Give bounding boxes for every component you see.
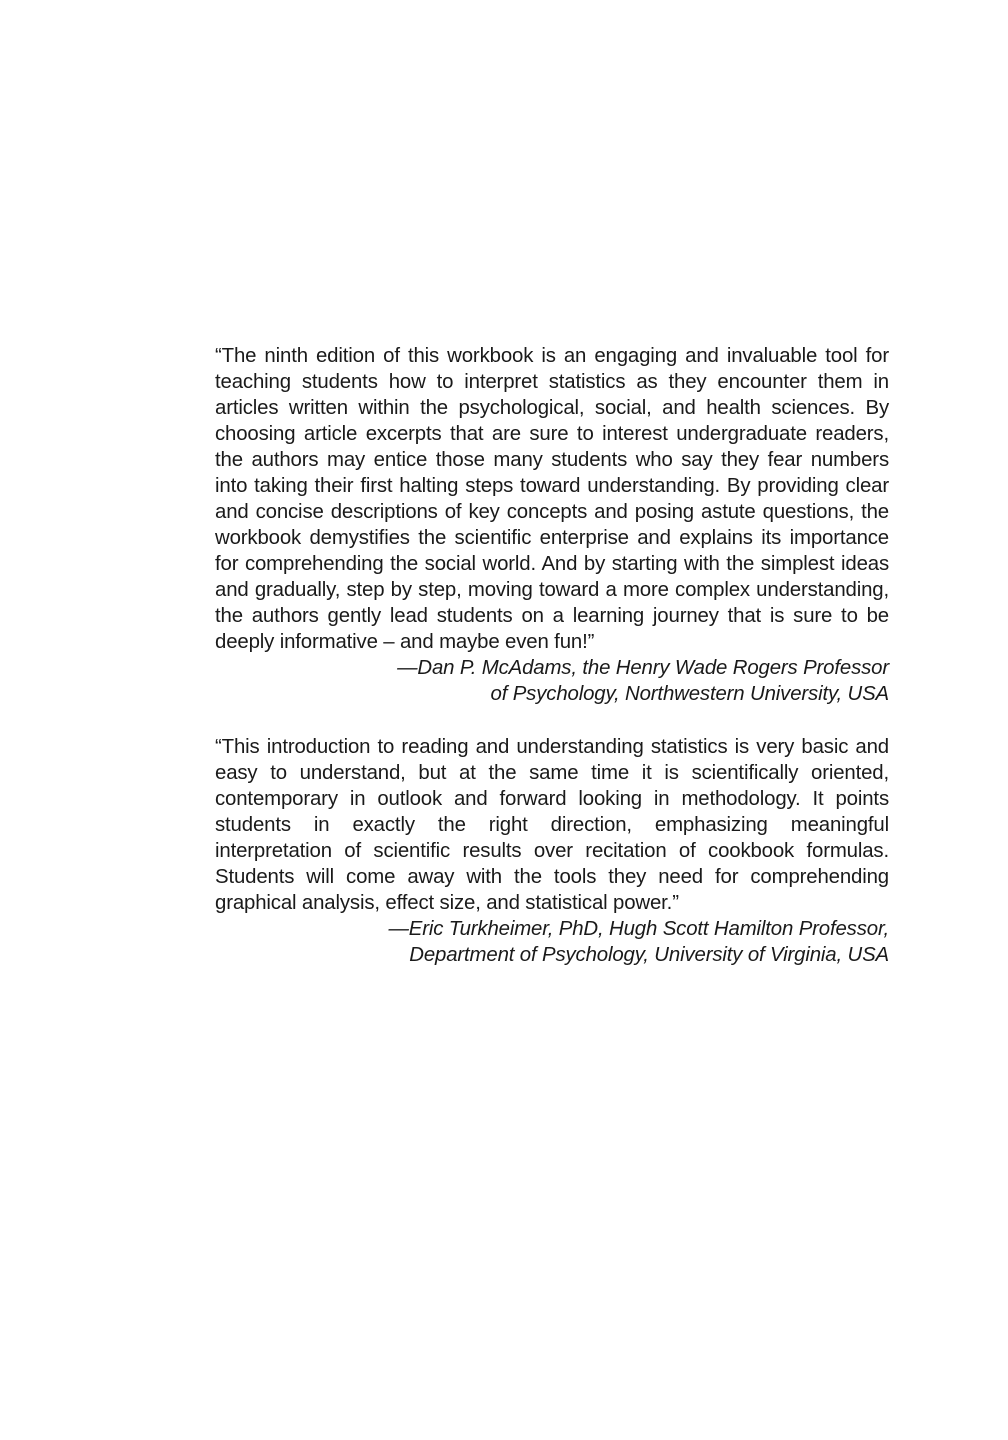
praise-quote: “This introduction to reading and understanding statistics is very basic and easy to understand, but at the same time it is scientifically oriented, contemporary in outlook and forward looking in methodology. It points students in exactly the right direction, emphasizing meaningful interpretation of scientific results over recitation of cookbook formulas. Students will come away with the tools they need for comprehending graphical analysis, effect size, and statistical power.” <box>215 736 889 914</box>
praise-block-mcadams <box>215 343 889 707</box>
praise-attribution <box>215 916 889 968</box>
praise-block-turkheimer <box>215 734 889 968</box>
attribution-line: Department of Psychology, University of Virginia, USA <box>409 944 889 966</box>
attribution-line: of Psychology, Northwestern University, USA <box>490 683 889 705</box>
praise-attribution <box>215 655 889 707</box>
praise-quote: “The ninth edition of this workbook is an engaging and invaluable tool for teaching students how to interpret statistics as they encounter them in articles written within the psychological, social, and health sciences. By choosing article excerpts that are sure to interest undergraduate readers, the authors may entice those many students who say they fear numbers into taking their first halting steps toward understanding. By providing clear and concise descriptions of key concepts and posing astute questions, the workbook demystifies the scientific enterprise and explains its importance for comprehending the social world. And by starting with the simplest ideas and gradually, step by step, moving toward a more complex understanding, the authors gently lead students on a learning journey that is sure to be deeply informative – and maybe even fun!” <box>215 345 889 653</box>
attribution-line: —Eric Turkheimer, PhD, Hugh Scott Hamilton Professor, <box>388 918 889 940</box>
attribution-line: —Dan P. McAdams, the Henry Wade Rogers Professor <box>397 657 889 679</box>
